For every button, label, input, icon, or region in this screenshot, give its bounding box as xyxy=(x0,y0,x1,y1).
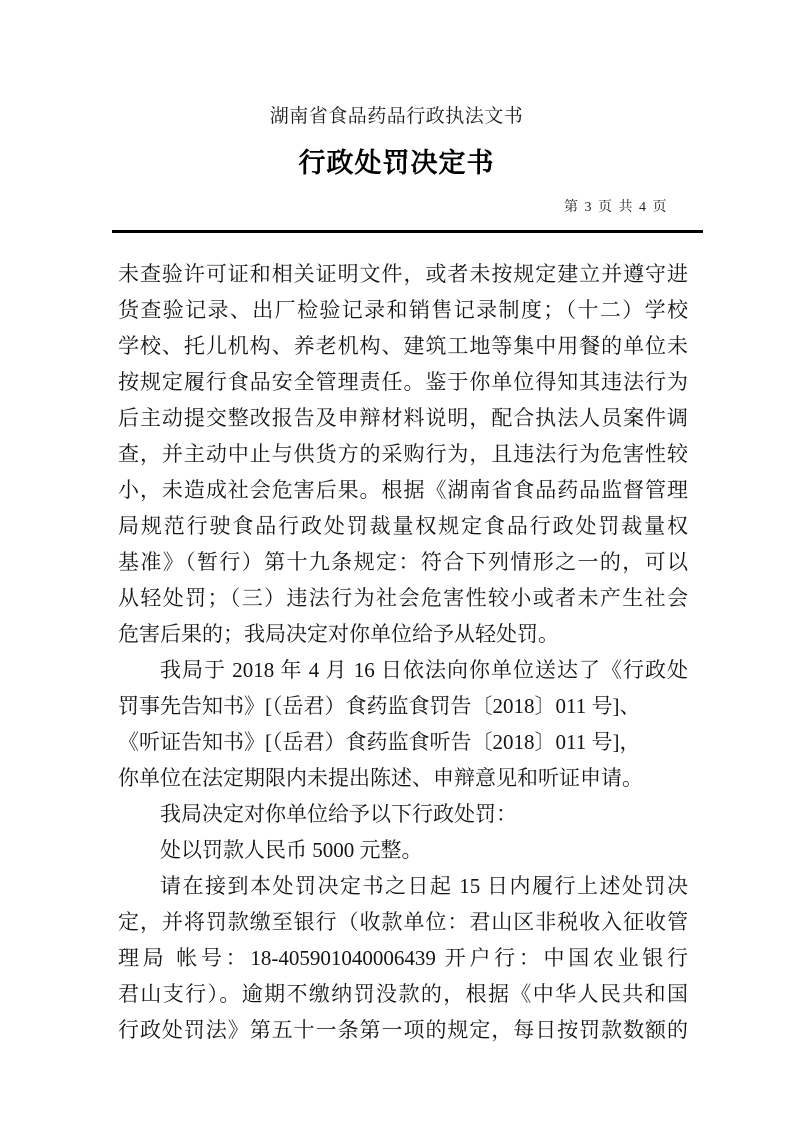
body-line: 处以罚款人民币 5000 元整。 xyxy=(160,838,423,862)
body-line: 君山支行）。逾期不缴纳罚没款的，根据《中华人民共和国 xyxy=(118,982,688,1006)
document-category-label: 湖南省食品药品行政执法文书 xyxy=(269,106,524,127)
document-title: 行政处罚决定书 xyxy=(298,148,495,178)
body-line: 理局 帐号：18-405901040006439 开户行：中国农业银行 xyxy=(118,946,688,970)
body-line: 你单位在法定期限内未提出陈述、申辩意见和听证申请。 xyxy=(118,766,643,790)
body-line: 按规定履行食品安全管理责任。鉴于你单位得知其违法行为 xyxy=(118,370,688,394)
body-line: 局规范行驶食品行政处罚裁量权规定食品行政处罚裁量权 xyxy=(118,514,688,538)
body-line: 我局于 2018 年 4 月 16 日依法向你单位送达了《行政处 xyxy=(160,658,688,682)
body-line: 罚事先告知书》[（岳君）食药监食罚告〔2018〕011 号]、 xyxy=(118,694,641,718)
body-line: 小，未造成社会危害后果。根据《湖南省食品药品监督管理 xyxy=(118,478,688,502)
body-line: 基准》（暂行）第十九条规定：符合下列情形之一的，可以 xyxy=(118,550,688,574)
body-line: 《听证告知书》[（岳君）食药监食听告〔2018〕011 号]， xyxy=(118,730,641,754)
body-line: 未查验许可证和相关证明文件，或者未按规定建立并遵守进 xyxy=(118,262,688,286)
body-line: 定，并将罚款缴至银行（收款单位：君山区非税收入征收管 xyxy=(118,910,688,934)
body-line: 从轻处罚；（三）违法行为社会危害性较小或者未产生社会 xyxy=(118,586,688,610)
header-divider-line xyxy=(112,230,703,233)
body-line: 请在接到本处罚决定书之日起 15 日内履行上述处罚决 xyxy=(160,874,688,898)
body-line: 行政处罚法》第五十一条第一项的规定，每日按罚款数额的 xyxy=(118,1018,688,1042)
document-body xyxy=(118,256,688,1048)
body-line: 危害后果的；我局决定对你单位给予从轻处罚。 xyxy=(118,622,559,646)
page-indicator: 第 3 页 共 4 页 xyxy=(564,200,668,215)
body-line: 查，并主动中止与供货方的采购行为，且违法行为危害性较 xyxy=(118,442,688,466)
body-line: 我局决定对你单位给予以下行政处罚： xyxy=(160,802,517,826)
body-line: 学校、托儿机构、养老机构、建筑工地等集中用餐的单位未 xyxy=(118,334,688,358)
body-line: 后主动提交整改报告及申辩材料说明，配合执法人员案件调 xyxy=(118,406,688,430)
body-line: 货查验记录、出厂检验记录和销售记录制度；（十二）学校 xyxy=(118,298,688,322)
